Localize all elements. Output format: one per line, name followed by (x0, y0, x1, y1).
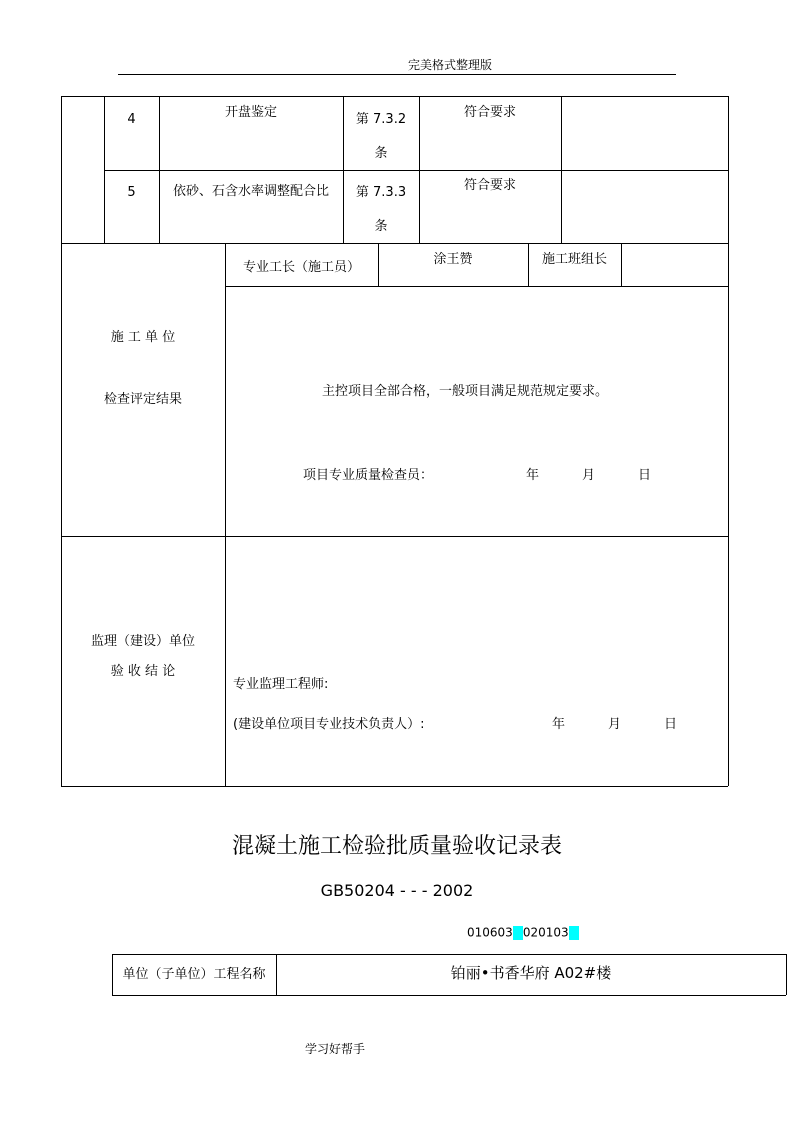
team-leader-label: 施工班组长 (541, 252, 607, 267)
row-clause: 条 (374, 219, 388, 234)
supervision-unit-label: 监理（建设）单位 (90, 634, 195, 649)
date-month: 月 (608, 717, 622, 732)
form-number-part1: 010603 (467, 925, 513, 940)
inspector-label: 项目专业质量检查员： (303, 468, 434, 483)
row-clause: 第 7.3.2 (355, 112, 407, 127)
date-day: 日 (664, 717, 678, 732)
date-year: 年 (526, 468, 540, 483)
construction-result-label: 检查评定结果 (103, 392, 182, 407)
form-number-part2: 020103 (522, 925, 569, 940)
header-rule (118, 74, 676, 75)
row-number: 4 (127, 112, 136, 127)
project-name-value: 铂丽•书香华府 A02#楼 (450, 964, 612, 982)
page-footer: 学习好帮手 (305, 1042, 366, 1056)
highlight-mark (513, 926, 523, 940)
foreman-name: 涂王赞 (433, 252, 473, 267)
date-month: 月 (582, 468, 596, 483)
owner-representative-label: (建设单位项目专业技术负责人）: (233, 717, 425, 732)
page-header: 完美格式整理版 (408, 58, 493, 72)
construction-unit-label: 施 工 单 位 (110, 330, 176, 345)
form-title: 混凝土施工检验批质量验收记录表 (231, 834, 562, 859)
row-item: 依砂、石含水率调整配合比 (172, 184, 329, 199)
date-year: 年 (552, 717, 566, 732)
form-standard-code: GB50204 - - - 2002 (320, 881, 474, 900)
project-name-label: 单位（子单位）工程名称 (122, 967, 266, 982)
row-result: 符合要求 (463, 178, 516, 193)
row-item: 开盘鉴定 (224, 105, 277, 120)
row-result: 符合要求 (463, 105, 516, 120)
acceptance-conclusion-label: 验 收 结 论 (110, 664, 176, 679)
foreman-label: 专业工长（施工员） (242, 260, 360, 275)
form-number (467, 926, 579, 940)
date-day: 日 (638, 468, 652, 483)
row-clause: 条 (374, 146, 388, 161)
supervising-engineer-label: 专业监理工程师: (233, 677, 329, 692)
construction-conclusion: 主控项目全部合格，一般项目满足规范规定要求。 (322, 384, 609, 399)
highlight-mark (569, 926, 579, 940)
row-clause: 第 7.3.3 (355, 185, 407, 200)
row-number: 5 (127, 185, 136, 200)
